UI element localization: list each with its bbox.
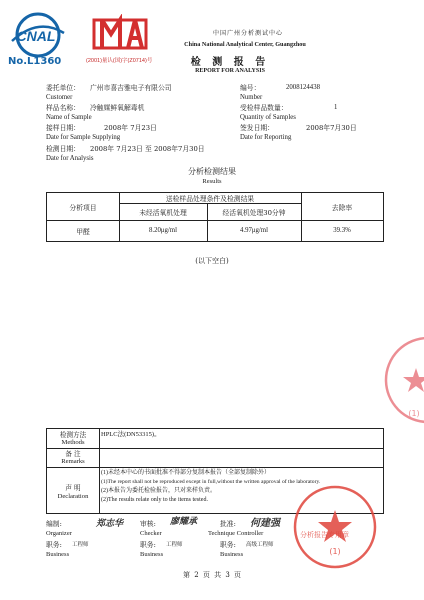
controller-signature: 何建强 — [250, 518, 280, 529]
checker-label-en: Checker — [140, 530, 162, 537]
svg-text:(1): (1) — [329, 547, 341, 556]
declaration-label: 声 明 — [65, 484, 81, 492]
methods-value: HPLC法(DN53315)。 — [101, 431, 161, 438]
svg-text:(1): (1) — [408, 409, 420, 418]
analysis-date-value: 2008年 7月23日 至 2008年7月30日 — [90, 145, 205, 153]
declaration-line: (1)The report shall not be reproduced except in full,without the written approval of the laboratory. — [101, 479, 321, 485]
reporting-date-label-en: Date for Reporting — [240, 134, 292, 141]
col-header-treated: 经活氧机处理30分钟 — [222, 208, 286, 217]
declaration-label-en: Declaration — [57, 493, 89, 500]
center-name-en: China National Analytical Center, Guangzhou — [184, 41, 306, 48]
col-header-group: 送检样品处理条件及检测结果 — [165, 195, 255, 203]
col-header-item: 分析项目 — [69, 203, 97, 212]
reporting-date-label: 签发日期： — [240, 124, 274, 132]
organizer-business-label: Business — [46, 551, 70, 558]
organizer-label-en: Organizer — [46, 530, 72, 537]
accreditation-number: No.L1360 — [8, 56, 62, 67]
organizer-label: 编制: — [46, 520, 62, 528]
quantity-label: 受检样品数量： — [240, 104, 288, 112]
svg-text:CNAL: CNAL — [16, 28, 56, 44]
declaration-line: (1)未经本中心的书面批准不得部分复制本报告（全部复制除外） — [101, 470, 270, 476]
organizer-title-label: 职务: — [46, 541, 62, 549]
results-table — [46, 192, 384, 242]
sample-label: 样品名称： — [46, 104, 80, 112]
report-title-en: REPORT FOR ANALYSIS — [195, 68, 265, 74]
report-title-cn: 检 测 报 告 — [190, 57, 270, 68]
edge-seal — [380, 320, 424, 440]
checker-title-label: 职务: — [140, 541, 156, 549]
organizer-signature: 郑志华 — [96, 519, 124, 529]
checker-title: 工程师 — [166, 542, 183, 548]
cma-certificate-number: (2001)量认(国)字(Z0714)号 — [86, 58, 153, 64]
row-treated: 4.97μg/ml — [239, 227, 268, 234]
controller-label-en: Technique Controller — [208, 530, 264, 537]
blank-below-note: (以下空白) — [195, 257, 229, 265]
number-label: 编号： — [240, 84, 261, 92]
col-header-untreated: 未经活氧机处理 — [139, 208, 187, 217]
col-header-rate: 去除率 — [331, 203, 353, 212]
controller-title: 高级工程师 — [246, 542, 274, 548]
official-seal — [290, 482, 380, 572]
page-number: 第 2 页 共 3 页 — [182, 571, 242, 579]
declaration-line: (2)The results relate only to the items tested. — [101, 497, 208, 503]
center-name-cn: 中国广州分析测试中心 — [212, 30, 283, 37]
checker-signature: 廖耀承 — [170, 517, 198, 527]
checker-label: 审核: — [140, 520, 156, 528]
analysis-date-label-en: Date for Analysis — [46, 155, 94, 162]
row-untreated: 8.20μg/ml — [148, 227, 177, 234]
sample-label-en: Name of Sample — [46, 114, 92, 121]
declaration-line: (2)本报告为委托检验报告，只对来样负责。 — [101, 488, 216, 494]
controller-title-label: 职务: — [220, 541, 236, 549]
analysis-date-label: 检测日期： — [46, 145, 80, 153]
remarks-label-en: Remarks — [61, 458, 85, 465]
supply-date-value: 2008年 7月23日 — [104, 124, 157, 132]
customer-label-en: Customer — [46, 94, 73, 101]
supply-date-label: 接样日期： — [46, 124, 80, 132]
sample-value: 冷触媒鲜氧解毒机 — [90, 104, 145, 112]
results-title-cn: 分析检测结果 — [188, 167, 236, 176]
organizer-title: 工程师 — [72, 542, 89, 548]
results-title-en: Results — [202, 178, 222, 185]
number-label-en: Number — [240, 94, 263, 101]
remarks-label: 备 注 — [65, 450, 81, 458]
reporting-date-value: 2008年7月30日 — [306, 124, 357, 132]
supply-date-label-en: Date for Sample Supplying — [46, 134, 121, 141]
seal-subtitle: 分析报告专用章 — [300, 531, 349, 539]
methods-label: 检测方法 — [59, 431, 87, 439]
row-rate: 39.3% — [333, 227, 351, 234]
methods-label-en: Methods — [61, 439, 85, 446]
customer-value: 广州市喜吉雅电子有限公司 — [90, 84, 172, 92]
number-value: 2008124438 — [286, 84, 320, 91]
customer-label: 委托单位： — [46, 84, 80, 92]
row-item: 甲醛 — [76, 227, 90, 236]
cma-logo — [88, 14, 154, 54]
quantity-value: 1 — [334, 104, 338, 111]
controller-label: 批准: — [220, 520, 236, 528]
quantity-label-en: Quantity of Samples — [240, 114, 296, 121]
controller-business-label: Business — [220, 551, 244, 558]
checker-business-label: Business — [140, 551, 164, 558]
